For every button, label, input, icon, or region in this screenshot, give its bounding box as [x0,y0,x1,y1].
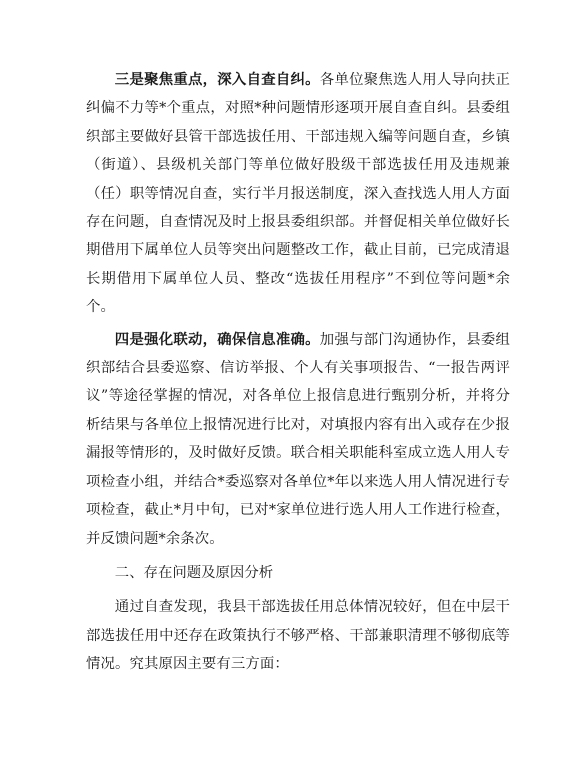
paragraph-text: 各单位聚焦选人用人导向扶正纠偏不力等*个重点，对照*种问题情形逐项开展自查自纠。县委组织部主要做好县管干部选拔任用、干部违规入编等问题自查，乡镇（街道）、县级机关部门等单位做好股级干部选拔任用及违规兼（任）职等情况自查，实行半月报送制度，深入查找选人用人方面存在问题，自查情况及时上报县委组织部。并督促相关单位做好长期借用下属单位人员等突出问题整改工作，截止目前，已完成清退长期借用下属单位人员、整改“选拔任用程序”不到位等问题*余个。 [86,72,510,316]
document-body [86,66,510,679]
paragraph-text: 加强与部门沟通协作，县委组织部结合县委巡察、信访举报、个人有关事项报告、“一报告两评议”等途径掌握的情况，对各单位上报信息进行甄别分析，并将分析结果与各单位上报情况进行比对，对填报内容有出入或存在少报漏报等情形的，及时做好反馈。联合相关职能科室成立选人用人专项检查小组，并结合*委巡察对各单位*年以来选人用人情况进行专项检查，截止*月中旬，已对*家单位进行选人用人工作进行检查，并反馈问题*余条次。 [86,331,510,547]
paragraph-self-inspection-findings: 通过自查发现，我县干部选拔任用总体情况较好，但在中层干部选拔任用中还存在政策执行不够严格、干部兼职清理不够彻底等情况。究其原因主要有三方面： [86,599,510,673]
paragraph-lead: 四是强化联动，确保信息准确。 [114,330,320,348]
paragraph-strengthen-linkage [86,326,510,553]
section-heading: 二、存在问题及原因分析 [114,564,274,581]
paragraph-focus-key-points [86,66,510,322]
paragraph-lead: 三是聚焦重点，深入自查自纠。 [114,71,320,88]
